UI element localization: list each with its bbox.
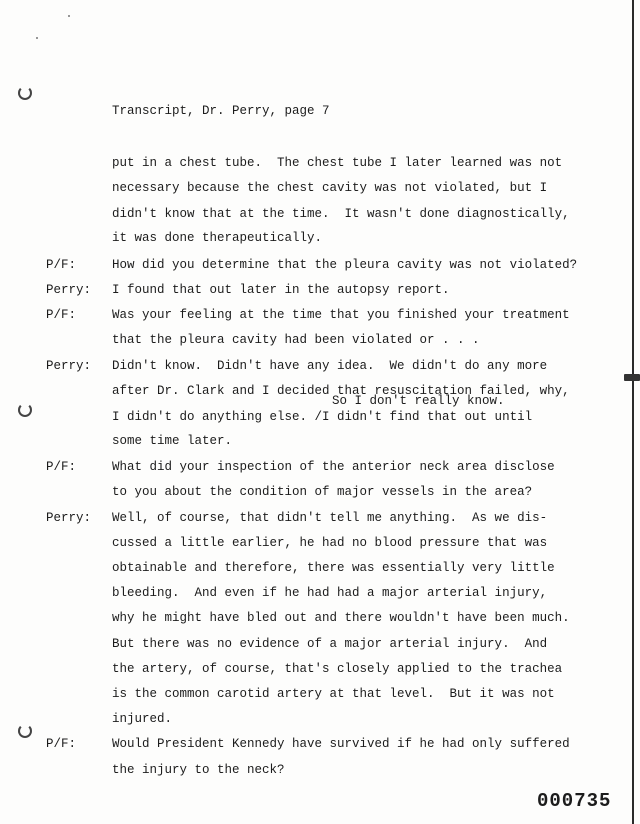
transcript-line: Would President Kennedy have survived if he had only suffered: [112, 737, 570, 751]
transcript-line: necessary because the chest cavity was not violated, but I: [112, 181, 548, 195]
speaker-label: P/F:: [46, 460, 77, 474]
transcript-line: to you about the condition of major vessels in the area?: [112, 485, 533, 499]
transcript-line: But there was no evidence of a major arterial injury. And: [112, 637, 548, 651]
transcript-line: bleeding. And even if he had had a major arterial injury,: [112, 586, 548, 600]
page-edge: [632, 0, 634, 824]
speaker-label: P/F:: [46, 308, 77, 322]
page-title: Transcript, Dr. Perry, page 7: [112, 104, 330, 118]
speck: [68, 15, 70, 17]
speaker-label: Perry:: [46, 359, 92, 373]
transcript-line: the injury to the neck?: [112, 763, 285, 777]
speaker-label: P/F:: [46, 258, 77, 272]
bates-number: 000735: [537, 790, 612, 812]
transcript-line: it was done therapeutically.: [112, 231, 323, 245]
speaker-label: Perry:: [46, 511, 92, 525]
transcript-line: injured.: [112, 712, 173, 726]
transcript-line: put in a chest tube. The chest tube I later learned was not: [112, 156, 563, 170]
transcript-line: Well, of course, that didn't tell me anything. As we dis-: [112, 511, 548, 525]
transcript-line: obtainable and therefore, there was essentially very little: [112, 561, 555, 575]
transcript-line: I didn't do anything else. /I didn't find that out until: [112, 410, 533, 424]
transcript-line: I found that out later in the autopsy report.: [112, 283, 450, 297]
transcript-line: after Dr. Clark and I decided that resuscitation failed, why,: [112, 384, 570, 398]
transcript-line: cussed a little earlier, he had no blood pressure that was: [112, 536, 548, 550]
binder-clip-mark: [624, 374, 640, 381]
transcript-line: What did your inspection of the anterior neck area disclose: [112, 460, 555, 474]
transcript-line: didn't know that at the time. It wasn't done diagnostically,: [112, 207, 570, 221]
speck: [36, 37, 38, 39]
transcript-line: Was your feeling at the time that you finished your treatment: [112, 308, 570, 322]
transcript-line: that the pleura cavity had been violated or . . .: [112, 333, 480, 347]
transcript-line: How did you determine that the pleura cavity was not violated?: [112, 258, 578, 272]
punch-hole-icon: [18, 86, 32, 100]
handwritten-insertion: So I don't really know.: [332, 394, 505, 408]
punch-hole-icon: [18, 724, 32, 738]
transcript-line: some time later.: [112, 434, 233, 448]
transcript-line: is the common carotid artery at that level. But it was not: [112, 687, 555, 701]
transcript-line: the artery, of course, that's closely applied to the trachea: [112, 662, 563, 676]
speaker-label: P/F:: [46, 737, 77, 751]
transcript-line: Didn't know. Didn't have any idea. We didn't do any more: [112, 359, 548, 373]
speaker-label: Perry:: [46, 283, 92, 297]
transcript-line: why he might have bled out and there wouldn't have been much.: [112, 611, 570, 625]
punch-hole-icon: [18, 403, 32, 417]
